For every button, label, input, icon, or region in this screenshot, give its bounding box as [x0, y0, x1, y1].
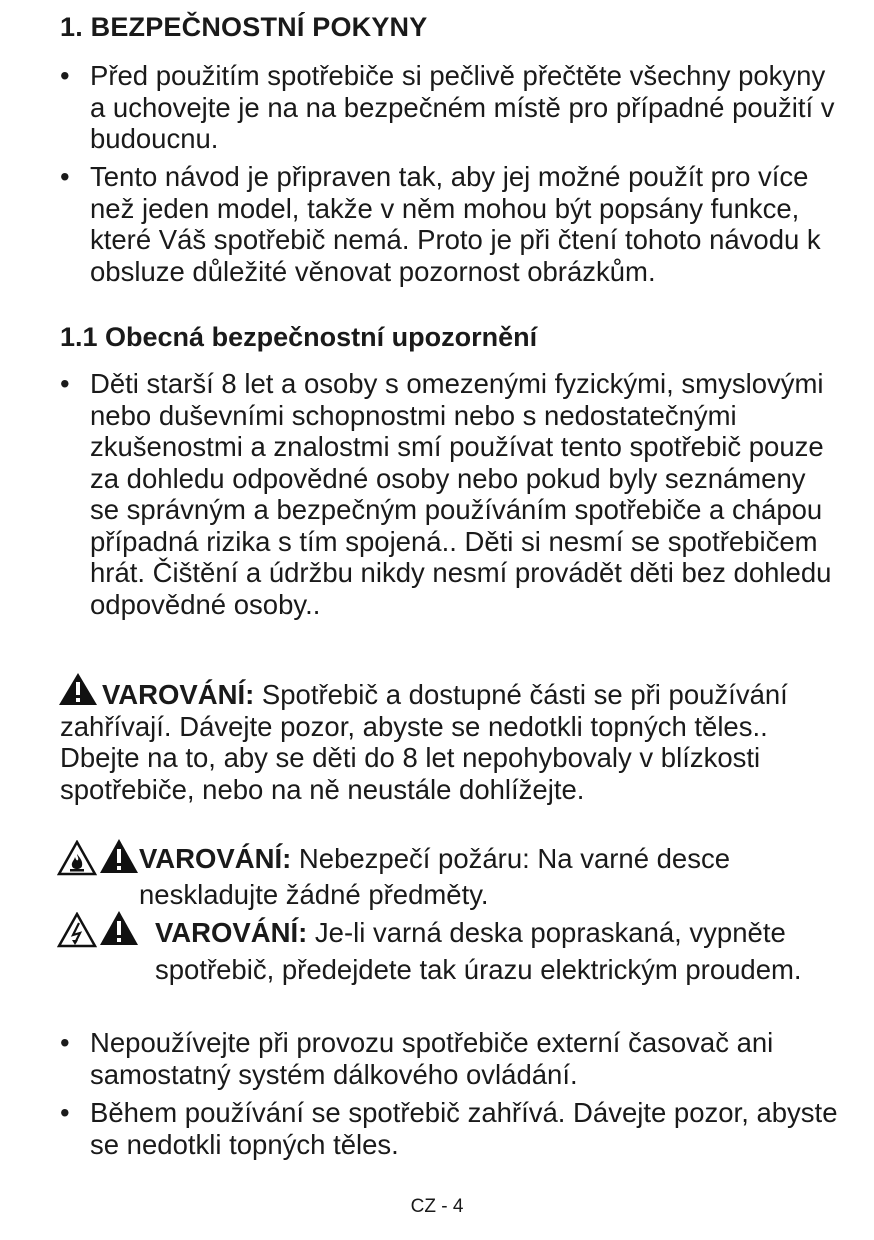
electric-shock-icon: [57, 912, 97, 948]
warning-heat: [60, 679, 850, 805]
warning-label: VAROVÁNÍ:: [102, 679, 255, 710]
warning-triangle-icon: [99, 838, 139, 874]
bullet-dot: •: [60, 368, 70, 399]
bullet-dot: •: [60, 1027, 70, 1058]
bullet-dot: •: [60, 1097, 70, 1128]
warning-label: VAROVÁNÍ:: [139, 843, 292, 874]
section-title: 1. BEZPEČNOSTNÍ POKYNY: [60, 12, 428, 42]
warning-text: Je-li varná deska popraskaná, vypněte spotřebič, předejdete tak úrazu elektrickým proudem.: [155, 917, 802, 985]
subsection-title: 1.1 Obecná bezpečnostní upozornění: [60, 322, 538, 352]
warning-label: VAROVÁNÍ:: [155, 917, 308, 948]
page-number: CZ - 4: [410, 1196, 464, 1217]
warning-text: Spotřebič a dostupné části se při používání zahřívají. Dávejte pozor, abyste se nedotkli topných těles.. Dbejte na to, aby se děti do 8 let nepohybovaly v blízkosti spotřebiče, nebo na ně neustále dohlížejte.: [60, 679, 788, 805]
bullet-text: Tento návod je připraven tak, aby jej možné použít pro více než jeden model, takže v něm mohou být popsány funkce, které Váš spotřebič nemá. Proto je při čtení tohoto návodu k obsluze důležité věnovat pozornost obrázkům.: [90, 161, 821, 287]
list-item: [60, 161, 840, 287]
list-item: [60, 1097, 840, 1160]
bullet-text: Děti starší 8 let a osoby s omezenými fyzickými, smyslovými nebo duševními schopnostmi nebo s nedostatečnými zkušenostmi a znalostmi smí používat tento spotřebič pouze za dohledu odpovědné osoby nebo pokud byly seznámeny se správným a bezpečným používáním spotřebiče a chápou případná rizika s tím spojená.. Děti si nesmí se spotřebičem hrát. Čištění a údržbu nikdy nesmí provádět děti bez dohledu odpovědné osoby..: [90, 368, 832, 620]
bullet-text: Před použitím spotřebiče si pečlivě přečtěte všechny pokyny a uchovejte je na na bezpečném místě pro případné použití v budoucnu.: [90, 60, 835, 154]
bullet-text: Nepoužívejte při provozu spotřebiče externí časovač ani samostatný systém dálkového ovládání.: [90, 1027, 774, 1090]
fire-hazard-icon: [57, 840, 97, 876]
list-item: [60, 1027, 840, 1090]
warning-electric: [155, 914, 815, 988]
list-item: [60, 60, 840, 155]
bullet-dot: •: [60, 161, 70, 192]
bullet-dot: •: [60, 60, 70, 91]
warning-fire: [139, 841, 839, 913]
warning-text: Nebezpečí požáru: Na varné desce neskladujte žádné předměty.: [139, 843, 731, 910]
warning-triangle-icon: [99, 910, 139, 946]
bullet-text: Během používání se spotřebič zahřívá. Dávejte pozor, abyste se nedotkli topných těles.: [90, 1097, 838, 1160]
list-item: [60, 368, 840, 620]
